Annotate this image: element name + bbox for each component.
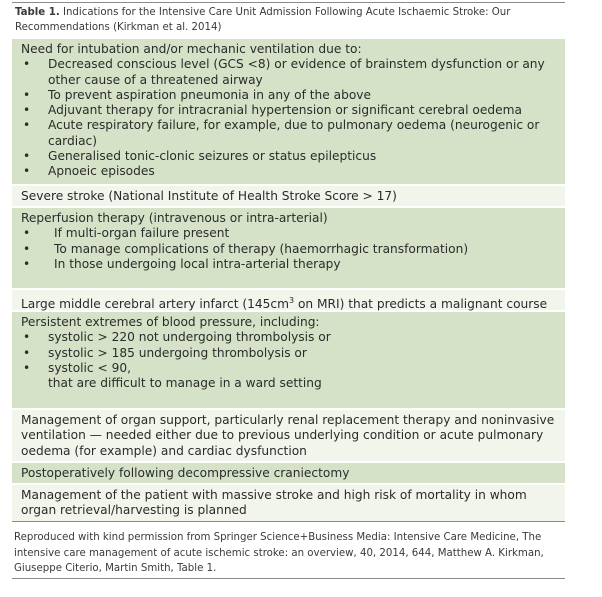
table-row-organ-support [12, 410, 565, 461]
row-text [21, 293, 558, 312]
bullet-list [21, 330, 558, 376]
list-item: • To prevent aspiration pneumonia in any of the above [21, 88, 558, 103]
bottom-rule [12, 521, 565, 522]
row-text: Management of organ support, particularly renal replacement therapy and noninvasive ventilation — needed either due to previous underlying condition or acute pulmonary oedema (for example) and cardiac dysfunction [21, 413, 555, 458]
list-item: • systolic > 220 not undergoing thrombolysis or [21, 330, 558, 345]
list-item: • To manage complications of therapy (haemorrhagic transformation) [21, 242, 558, 257]
bullet-list [21, 226, 558, 272]
bullet-list [21, 57, 558, 179]
table-row-severe-stroke [12, 186, 565, 206]
list-item: • Decreased conscious level (GCS <8) or evidence of brainstem dysfunction or any other cause of a threatened airway [21, 57, 558, 88]
end-rule [12, 578, 565, 579]
list-item: • Generalised tonic-clonic seizures or status epilepticus [21, 149, 558, 164]
row-heading: Need for intubation and/or mechanic ventilation due to: [21, 42, 362, 56]
list-item: • In those undergoing local intra-arterial therapy [21, 257, 558, 272]
row-text: Severe stroke (National Institute of Health Stroke Score > 17) [21, 189, 397, 203]
caption-text: Indications for the Intensive Care Unit Admission Following Acute Ischaemic Stroke: Our Recommendations (Kirkman et al. 2014) [15, 7, 511, 33]
top-rule [12, 2, 565, 3]
list-item: • systolic < 90, [21, 361, 558, 376]
table-row-reperfusion [12, 208, 565, 288]
row-text-part: on MRI) that predicts a malignant course [294, 297, 548, 312]
row-heading: Reperfusion therapy (intravenous or intra-arterial) [21, 211, 328, 225]
row-text: Management of the patient with massive stroke and high risk of mortality in whom organ retrieval/harvesting is planned [21, 488, 527, 518]
table-row-organ-retrieval [12, 485, 565, 521]
table-row-craniectomy [12, 463, 565, 483]
permission-footnote: Reproduced with kind permission from Springer Science+Business Media: Intensive Care Medicine, The intensive care management of acute ischemic stroke: an overview, 40, 2014, 644, Matthew A. Kirkman, Giuseppe Citerio, Martin Smith, Table 1. [14, 532, 544, 575]
table-row-ventilation [12, 39, 565, 184]
list-item: • Acute respiratory failure, for example, due to pulmonary oedema (neurogenic or cardiac) [21, 118, 558, 149]
table-row-mca-infarct [12, 290, 565, 310]
caption-label: Table 1. [15, 7, 60, 18]
row-text-part: Large middle cerebral artery infarct (145cm [21, 297, 289, 312]
row-text: Postoperatively following decompressive craniectomy [21, 466, 350, 480]
list-item: • If multi-organ failure present [21, 226, 558, 241]
table-row-blood-pressure [12, 312, 565, 408]
superscript: 3 [288, 296, 295, 305]
continuation-text: that are difficult to manage in a ward setting [48, 376, 322, 391]
table-caption [15, 5, 563, 35]
list-item: • Adjuvant therapy for intracranial hypertension or significant cerebral oedema [21, 103, 558, 118]
indications-table [12, 37, 565, 521]
list-item: • systolic > 185 undergoing thrombolysis or [21, 346, 558, 361]
list-item: • Apnoeic episodes [21, 164, 558, 179]
row-heading: Persistent extremes of blood pressure, including: [21, 315, 320, 329]
